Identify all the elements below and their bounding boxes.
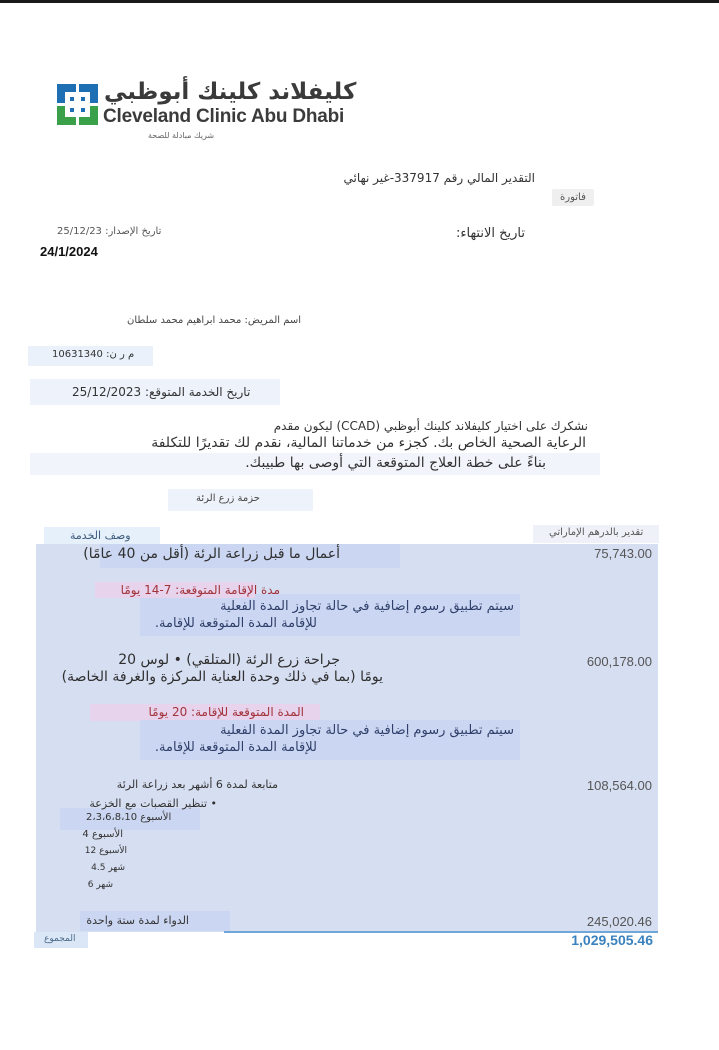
row-3-description: متابعة لمدة 6 أشهر بعد زراعة الرئة xyxy=(116,778,278,791)
invoice-chip: فاتورة xyxy=(552,189,594,206)
row-2-amount: 600,178.00 xyxy=(586,654,652,669)
cleveland-clinic-logo-icon xyxy=(57,84,98,125)
row-2-description: جراحة زرع الرئة (المتلقي) • لوس 20 xyxy=(118,652,340,668)
row-2-description-2: يومًا (بما في ذلك وحدة العناية المركزة والغرفة الخاصة) xyxy=(61,669,383,685)
patient-name: اسم المريض: محمد ابراهيم محمد سلطان xyxy=(127,315,302,326)
service-date: تاريخ الخدمة المتوقع: 25/12/2023 xyxy=(72,385,251,399)
row-1-note-2: للإقامة المدة المتوقعة للإقامة. xyxy=(154,616,317,631)
package-name: حزمة زرع الرئة xyxy=(196,493,260,504)
mrn: م ر ن: 10631340 xyxy=(52,349,135,360)
row-2-stay: المدة المتوقعة للإقامة: 20 يومًا xyxy=(148,705,304,719)
logo-tagline: شريك مبادلة للصحة xyxy=(148,131,215,140)
logo-arabic-text: كليفلاند كلينك أبوظبي xyxy=(104,79,357,105)
intro-line-3: بناءً على خطة العلاج المتوقعة التي أوصى بها طبيبك. xyxy=(245,455,546,471)
intro-line-1: نشكرك على اختيار كليفلاند كلينك أبوظبي (CCAD) ليكون مقدم xyxy=(273,419,588,433)
issue-date-value: 24/1/2024 xyxy=(40,244,98,259)
row-3-schedule-4: شهر 6 xyxy=(87,880,113,890)
row-3-schedule-3: شهر 4.5 xyxy=(91,863,125,873)
row-3-schedule-2: الأسبوع 12 xyxy=(84,846,127,856)
top-border xyxy=(0,0,719,3)
column-header-description: وصف الخدمة xyxy=(70,529,131,542)
column-header-estimate: تقدير بالدرهم الإماراتي xyxy=(549,527,644,538)
row-3-weeks xyxy=(86,812,171,823)
estimate-title: التقدير المالي رقم 337917-غير نهائي xyxy=(343,171,535,185)
total-amount: 1,029,505.46 xyxy=(571,932,653,948)
row-2-note-1: سيتم تطبيق رسوم إضافية في حالة تجاوز المدة الفعلية xyxy=(220,723,514,738)
expiry-label: تاريخ الانتهاء: xyxy=(455,226,525,241)
logo-english-text: Cleveland Clinic Abu Dhabi xyxy=(103,106,345,127)
row-3-weeks-values: 2،3،6،8،10 xyxy=(86,812,138,823)
row-1-note-1: سيتم تطبيق رسوم إضافية في حالة تجاوز المدة الفعلية xyxy=(220,599,514,614)
row-1-description: أعمال ما قبل زراعة الرئة (أقل من 40 عامًا) xyxy=(83,546,340,562)
issue-date-label: تاريخ الإصدار: 25/12/23 xyxy=(57,226,162,237)
row-2-note-2: للإقامة المدة المتوقعة للإقامة. xyxy=(154,740,317,755)
row-3-bullet: • تنظير القصبات مع الخزعة xyxy=(89,797,217,810)
row-4-description: الدواء لمدة ستة واحدة xyxy=(86,914,189,927)
row-3-schedule-1: الأسبوع 4 xyxy=(82,829,123,840)
total-label: المجموع xyxy=(44,934,76,944)
row-3-amount: 108,564.00 xyxy=(586,778,652,793)
row-3-weeks-label: الأسبوع xyxy=(140,812,172,823)
intro-line-2: الرعاية الصحية الخاص بك. كجزء من خدماتنا المالية، نقدم لك تقديرًا للتكلفة xyxy=(151,435,586,451)
row-1-stay: مدة الإقامة المتوقعة: 7-14 يومًا xyxy=(120,583,280,597)
row-4-amount: 245,020.46 xyxy=(586,914,652,929)
row-1-amount: 75,743.00 xyxy=(594,546,652,561)
